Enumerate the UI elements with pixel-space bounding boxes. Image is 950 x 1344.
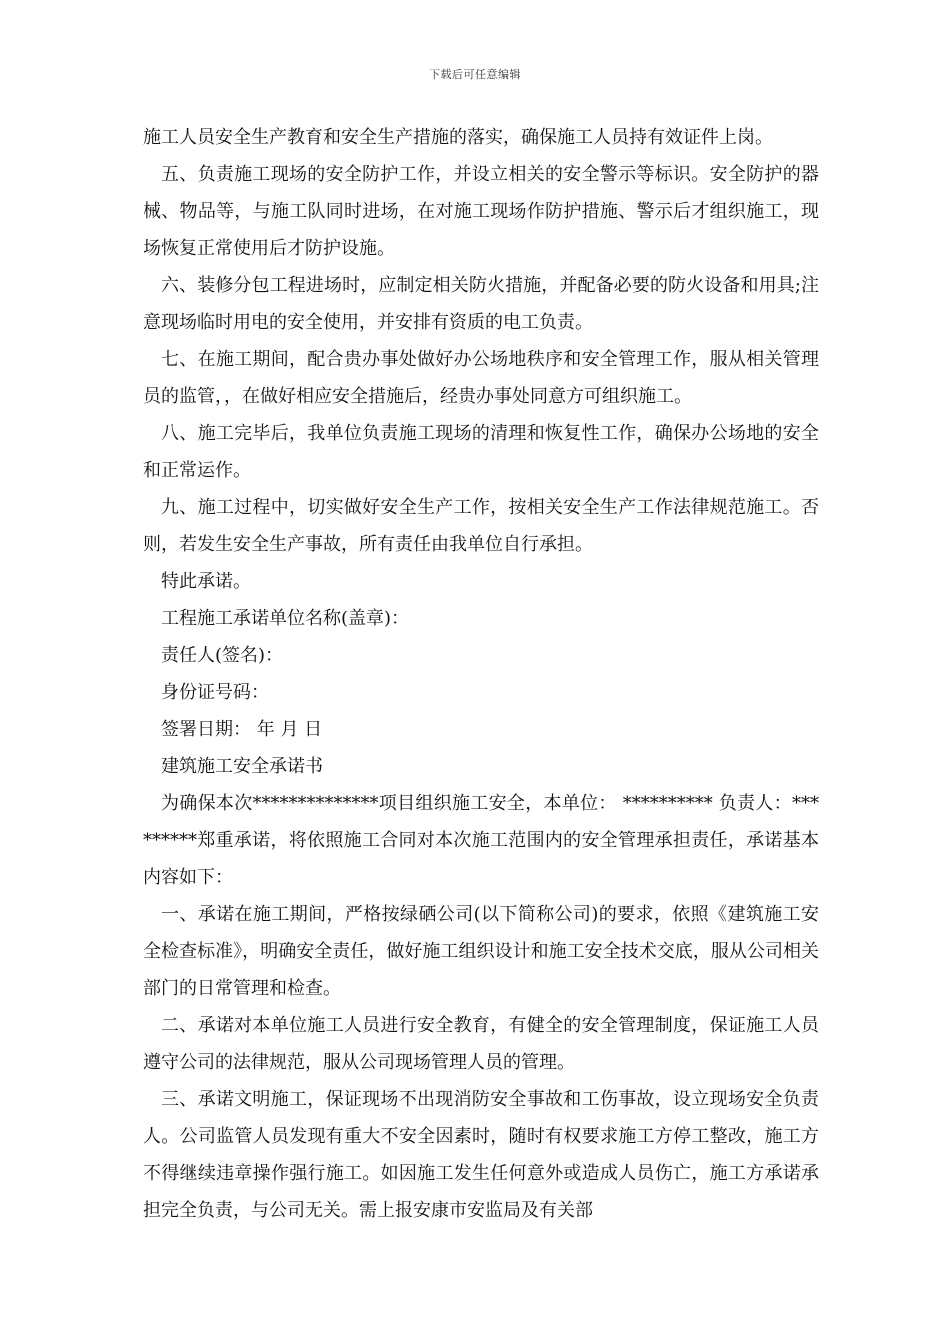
paragraph-item-3: 三、承诺文明施工，保证现场不出现消防安全事故和工伤事故，设立现场安全负责人。公司监管人员发现有重大不安全因素时，随时有权要求施工方停工整改，施工方不得继续违章操作强行施工。如因施工发生任何意外或造成人员伤亡，施工方承诺承担完全负责，与公司无关。需上报安康市安监局及有关部	[143, 1089, 819, 1221]
id-number-field: 身份证号码：	[161, 682, 269, 703]
paragraph-item-9: 九、施工过程中，切实做好安全生产工作，按相关安全生产工作法律规范施工。否则，若发生安全生产事故，所有责任由我单位自行承担。	[143, 497, 819, 555]
paragraph-item-1: 一、承诺在施工期间，严格按绿硒公司(以下简称公司)的要求，依照《建筑施工安全检查标准》，明确安全责任，做好施工组织设计和施工安全技术交底，服从公司相关部门的日常管理和检查。	[143, 904, 819, 999]
paragraph-item-2: 二、承诺对本单位施工人员进行安全教育，有健全的安全管理制度，保证施工人员遵守公司的法律规范，服从公司现场管理人员的管理。	[143, 1015, 819, 1073]
intro-paragraph: 为确保本次**************项目组织施工安全，本单位： ********** 负责人：*********郑重承诺，将依照施工合同对本次施工范围内的安全管理承担责任，承诺基本内容如下：	[143, 793, 819, 888]
paragraph-item-7: 七、在施工期间，配合贵办事处做好办公场地秩序和安全管理工作，服从相关管理员的监管，，在做好相应安全措施后，经贵办事处同意方可组织施工。	[143, 349, 819, 407]
page-header: 下载后可任意编辑	[429, 68, 521, 81]
signature-company-field: 工程施工承诺单位名称(盖章)：	[161, 608, 410, 629]
signing-date-field: 签署日期： 年 月 日	[161, 719, 323, 740]
paragraph-item-6: 六、装修分包工程进场时，应制定相关防火措施，并配备必要的防火设备和用具;注意现场临时用电的安全使用，并安排有资质的电工负责。	[143, 275, 819, 333]
paragraph-item-5: 五、负责施工现场的安全防护工作，并设立相关的安全警示等标识。安全防护的器械、物品等，与施工队同时进场，在对施工现场作防护措施、警示后才组织施工，现场恢复正常使用后才防护设施。	[143, 164, 819, 259]
document-body	[143, 119, 819, 1229]
signature-person-field: 责任人(签名)：	[161, 645, 284, 666]
paragraph-item-8: 八、施工完毕后，我单位负责施工现场的清理和恢复性工作，确保办公场地的安全和正常运作。	[143, 423, 819, 481]
paragraph-1: 施工人员安全生产教育和安全生产措施的落实，确保施工人员持有效证件上岗。	[143, 127, 773, 148]
closing-statement: 特此承诺。	[161, 571, 251, 592]
section-title: 建筑施工安全承诺书	[161, 756, 323, 777]
